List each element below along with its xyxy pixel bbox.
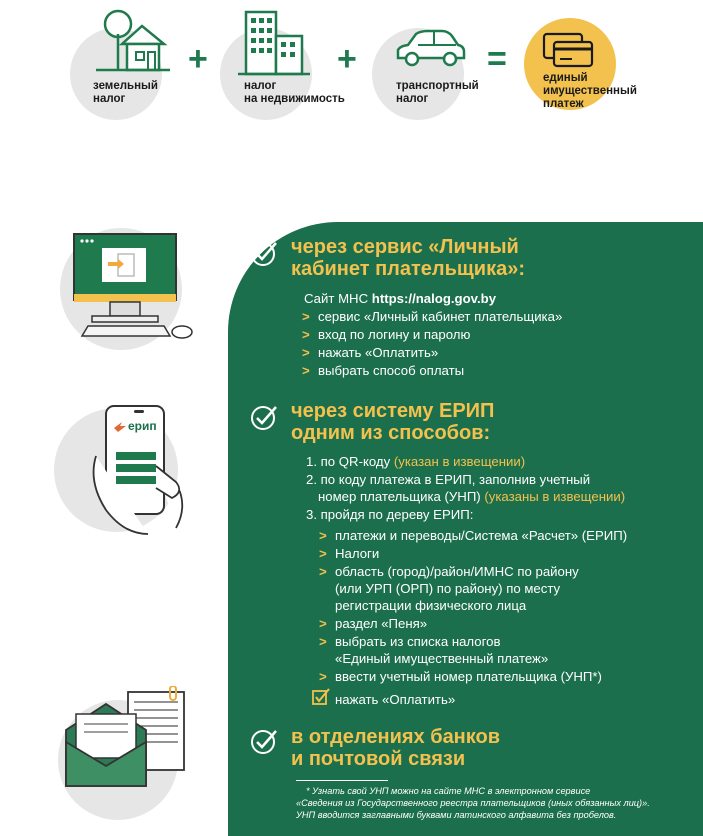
car-icon [392,28,468,72]
cards-icon [540,30,596,70]
tree-item-cont: «Единый имущественный платеж» [335,651,549,666]
section1-item: > нажать «Оплатить» [302,345,439,360]
site-url: https://nalog.gov.by [371,291,497,306]
erip-step-2-line2: номер плательщика (УНП) (указаны в извещении) [318,489,626,504]
erip-step-3: 3. пройдя по дереву ЕРИП: [306,507,474,522]
tree-item-cont: регистрации физического лица [335,598,527,613]
tree-item: > выбрать из списка налогов [319,634,501,649]
house-tree-icon [92,4,172,74]
footnote-divider [296,780,388,781]
property-tax-label: налог на недвижимость [244,80,345,105]
tree-item: > раздел «Пеня» [319,616,428,631]
site-line [304,290,496,307]
site-prefix: Сайт МНС [304,291,372,306]
erip-step-1: 1. по QR-коду (указан в извещении) [306,454,526,469]
footnote-line: УНП вводится заглавными буквами латинского алфавита без пробелов. [296,810,617,820]
checkbox-checked-icon [311,688,331,706]
footnote-line: * Узнать свой УНП можно на сайте МНС в электронном сервисе [306,786,591,796]
tree-item: > Налоги [319,546,380,561]
section1-item: > вход по логину и паролю [302,327,471,342]
section3-heading: в отделениях банков и почтовой связи [291,726,501,770]
check-circle-icon [249,402,279,432]
equals-sign: = [487,40,507,78]
transport-tax-label: транспортный налог [396,80,479,105]
tree-item-cont: (или УРП (ОРП) по району) по месту [335,581,561,596]
check-circle-icon [249,238,279,268]
final-step: нажать «Оплатить» [335,692,456,707]
result-label: единый имущественный платеж [543,72,637,110]
tree-item: > область (город)/район/ИМНС по району [319,564,579,579]
plus-sign-2: + [337,40,357,78]
buildings-icon [236,6,312,78]
envelope-document-icon [62,686,192,798]
section1-item: > сервис «Личный кабинет плательщика» [302,309,563,324]
erip-logo-text: ерип [128,419,157,433]
computer-icon [70,232,200,344]
land-tax-label: земельный налог [93,80,158,105]
section2-heading: через систему ЕРИП одним из способов: [291,400,495,444]
tree-item: > платежи и переводы/Система «Расчет» (ЕРИП) [319,528,628,543]
section1-heading: через сервис «Личный кабинет плательщика»: [291,236,525,280]
erip-step-2-line1: 2. по коду платежа в ЕРИП, заполнив учетный [306,472,591,487]
plus-sign-1: + [188,40,208,78]
tree-item: > ввести учетный номер плательщика (УНП*) [319,669,602,684]
check-circle-icon [249,726,279,756]
footnote-line: «Сведения из Государственного реестра плательщиков (иных обязанных лиц)». [296,798,650,808]
section1-item: > выбрать способ оплаты [302,363,465,378]
